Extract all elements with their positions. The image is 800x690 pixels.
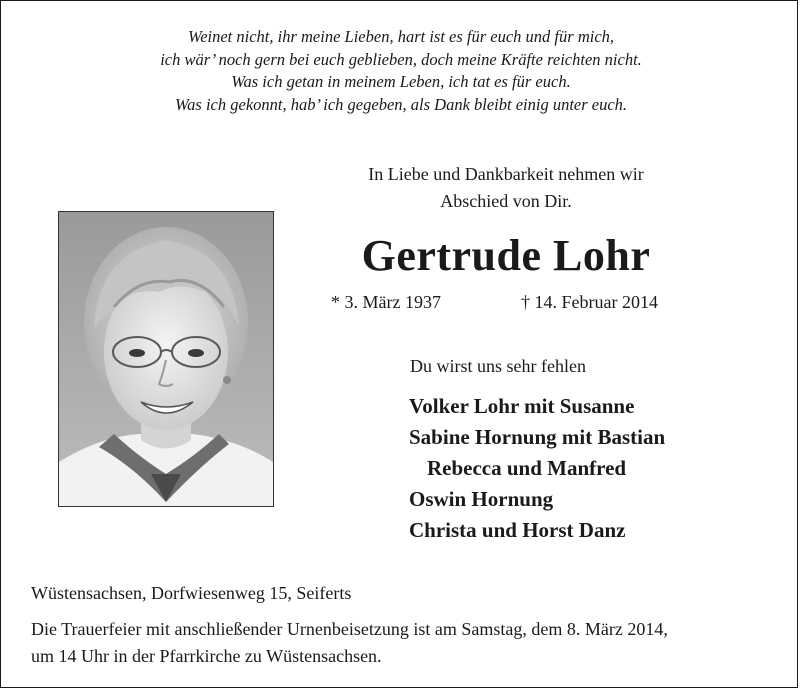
mourner-line: Rebecca und Manfred bbox=[427, 456, 627, 480]
poem-line: Was ich gekonnt, hab’ ich gegeben, als Dank bleibt einig unter euch. bbox=[174, 94, 628, 114]
funeral-line: Die Trauerfeier mit anschließender Urnenbeisetzung ist am Samstag, dem 8. März 2014, bbox=[31, 619, 668, 639]
miss-text: Du wirst uns sehr fehlen bbox=[410, 356, 586, 376]
poem-line: Was ich getan in meinem Leben, ich tat es für euch. bbox=[231, 72, 571, 91]
funeral-line: um 14 Uhr in der Pfarrkirche zu Wüstensachsen. bbox=[31, 646, 382, 666]
mourner-line: Oswin Hornung bbox=[409, 487, 554, 511]
farewell-intro bbox=[301, 161, 711, 215]
family-address: Wüstensachsen, Dorfwiesenweg 15, Seiferts bbox=[31, 583, 352, 603]
intro-line: In Liebe und Dankbarkeit nehmen wir bbox=[368, 164, 644, 184]
mourners-list bbox=[409, 391, 665, 546]
death-date: † 14. Februar 2014 bbox=[521, 292, 658, 312]
mourner-line: Sabine Hornung mit Bastian bbox=[409, 425, 666, 449]
poem-line: Weinet nicht, ihr meine Lieben, hart ist es für euch und für mich, bbox=[187, 27, 615, 46]
poem-line: ich wär’ noch gern bei euch geblieben, doch meine Kräfte reichten nicht. bbox=[160, 49, 642, 69]
birth-date: * 3. März 1937 bbox=[331, 292, 441, 312]
mourner-line: Christa und Horst Danz bbox=[409, 518, 626, 542]
intro-line: Abschied von Dir. bbox=[440, 191, 572, 211]
mourner-line: Volker Lohr mit Susanne bbox=[409, 394, 635, 418]
funeral-info bbox=[31, 616, 771, 670]
deceased-name: Gertrude Lohr bbox=[361, 231, 651, 280]
portrait-photo bbox=[58, 211, 274, 507]
memorial-poem bbox=[1, 26, 800, 116]
